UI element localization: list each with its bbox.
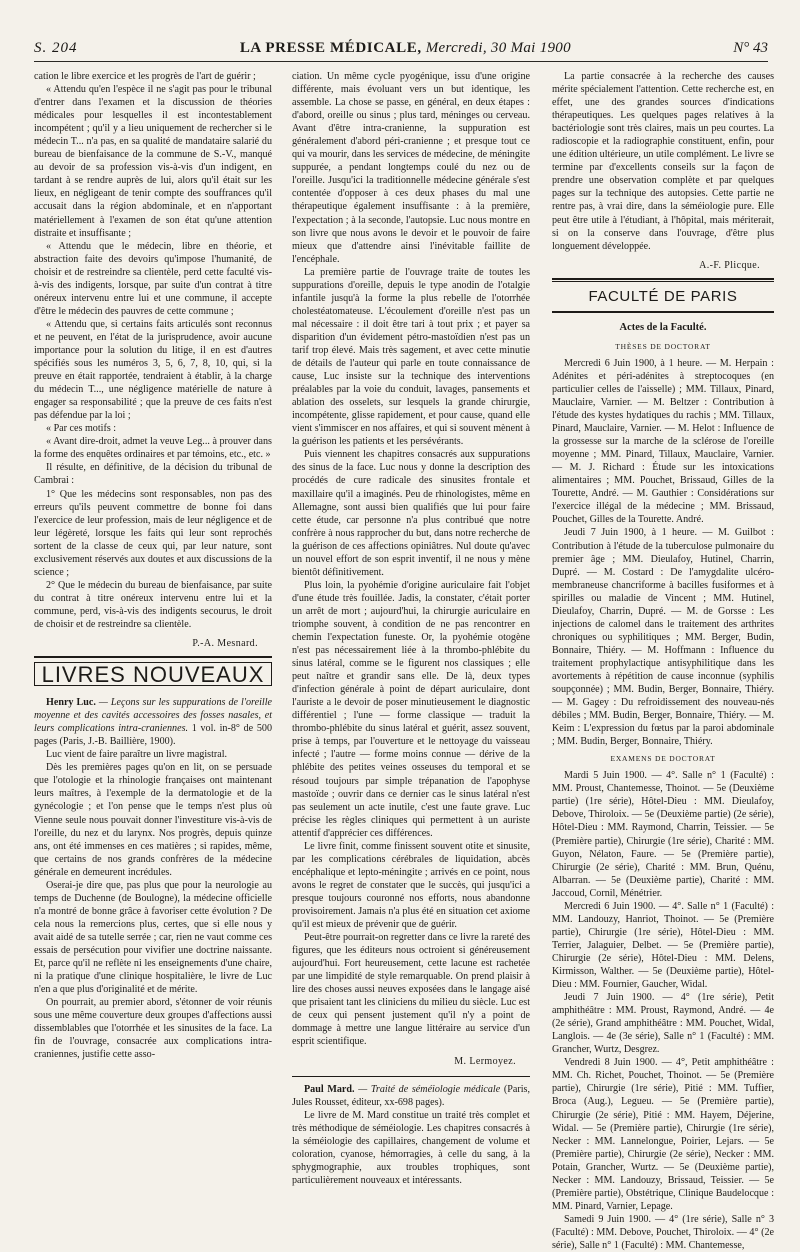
book-details: 1 vol. in-8° de 500 pages (Paris, J.-B. Baillière, 1900). (34, 723, 272, 748)
paragraph: 1° Que les médecins sont responsables, non pas des erreurs qu'ils peuvent commettre de bonne foi dans l'exercice de leur profession, mais de leur négligence et de leur légèreté, lorsque les faits qui leur sont reprochés sortent de la classe de ceux qui, par leur nature, sont exclusivement réservés aux doutes et aux discussions de la science ; (34, 488, 272, 578)
paragraph: cation le libre exercice et les progrès de l'art de guérir ; (34, 71, 256, 82)
acts-title: Actes de la Faculté. (619, 321, 707, 333)
paragraph: Oserai-je dire que, pas plus que pour la neurologie au temps de Duchenne (de Boulogne), la médecine officielle n'a montré de bonne grâce à favoriser cette évolution ? De cela nous la remercions plus, certes, que si elle nous y avait aidé de sa tutelle serrée ; car, rien ne vaut comme ces essais de persécution pour vivifier une doctrine naissante. Et, parce qu'il ne reflète ni les enseignements d'une chaire, ni la pratique d'une clinique hospitalière, le livre de Luc n'en a que plus d'originalité et de mérite. (34, 879, 272, 996)
column-middle (292, 70, 530, 1186)
divider (552, 278, 774, 280)
page-number: S. 204 (34, 40, 78, 56)
theses-title: THÈSES DE DOCTORAT (615, 341, 711, 351)
paragraph: « Avant dire-droit, admet la veuve Leg... à prouver dans la forme des enquêtes ordinaires et par témoins, etc., etc. » (34, 436, 272, 461)
paragraph: Jeudi 7 Juin 1900, à 1 heure. — M. Guilbot : Contribution à l'étude de la tuberculose pulmonaire du premier âge ; MM. Dieulafoy, Hutinel, Charrin, Dupré. — M. Costard : De l'amygdalite ulcéro-membraneuse chancriforme à bacilles fusiformes et à spirilles ou maladie de Vincent ; MM. Hutinel, Dieulafoy, Charrin, Dupré. — M. de Gorsse : Les injections de calomel dans le traitement des arthrites chroniques ou syphilitiques ; MM. Berger, Budin, Bonnaire, Thiéry. — M. Hoffmann : Influence du traitement prophylactique antisyphilitique dans les avortements à répétition de cause inconnue (syphilis soupçonnée) ; MM. Budin, Berger, Bonnaire, Thiéry. — M. Gagey : Du refroidissement des nouveau-nés débiles ; MM. Budin, Berger, Bonnaire, Thiéry. — M. Keim : L'expression du fœtus par la paroi abdominale ; MM. Budin, Berger, Bonnaire, Thiéry. (552, 527, 774, 748)
paragraph: Le livre de M. Mard constitue un traité très complet et très méthodique de séméiologie. Les chapitres consacrés à la séméiologie des capillaires, changement de volume et coloration, cyanose, hémorragies, à celle du sang, à la sphygmographie, aux troubles trophiques, sont particulièrement nouveaux et intéressants. (292, 1109, 530, 1186)
paragraph: « Par ces motifs : (46, 423, 117, 435)
journal-title (240, 40, 571, 57)
paragraph: ciation. Un même cycle pyogénique, issu d'une origine différente, mais évoluant vers un but identique, les assemble. La chose se passe, en général, en deux étapes : d'abord, oreille ou sinus ; plus tard, méninges ou cerveau. Avant d'être intra-cranienne, la suppuration est généralement d'abord péri-cranienne ; et presque tout ce qui va mourir, dans les services de médecine, de méningite suppurée, a pendant longtemps coulé du nez ou de l'oreille. Jusqu'ici la traditionnelle médecine générale s'est contentée d'opposer à ces deux phases du mal une thérapeutique également insuffisante : à la première, l'expectation ; à la seconde, l'autopsie. Luc nous montre en son livre que nous avons le devoir et le pouvoir de faire mieux que d'attendre ainsi l'inévitable faillite de l'encéphale. (292, 71, 530, 265)
issue-number: N° 43 (733, 40, 768, 56)
divider (34, 656, 272, 658)
paragraph: « Attendu qu'en l'espèce il ne s'agit pas pour le tribunal d'entrer dans l'examen et la discussion de théories médicales pour lesquelles il est incontestablement incompétent ; qu'il y a lieu uniquement de rechercher si le médecin T... n'a pas, en sa qualité de mandataire salarié du bureau de bienfaisance de la commune de S.-V., manqué au devoir de sa profession vis-à-vis d'un indigent, en tardant à se rendre auprès de lui, alors qu'il était sur les lieux, en négligeant de tenir compte des souffrances qu'il accusait dans la région abdominale, et en n'apportant matériellement à l'examen de son état qu'une attention distraite et insuffisante ; (34, 84, 272, 239)
page-header (34, 38, 768, 62)
column-right (552, 70, 774, 1251)
paragraph: La première partie de l'ouvrage traite de toutes les suppurations d'oreille, depuis le type anodin de l'otalgie infantile jusqu'à la forme la plus rebelle de l'otorrhée cholestéatomateuse. L'écoulement d'oreille n'est pas un mal nécessaire : il doit être tari à tout prix ; et payer sa disparition d'un évidement pétro-mastoïdien n'est pas un tarif trop élevé. Mais très sagement, et avec cette minutie de détails de l'auteur qui parle en toute connaissance de cause, Luc insiste sur la technique des interventions préalables par la voie du conduit, lavages, pansements et ablation des osselets, sur lesquels la grande chirurgie, incompétente, glisse rapidement, et pour cause, quand elle vient s'immiscer en nos affaires, et qui si souvent mènent à la guérison les patients et les persévérants. (292, 266, 530, 448)
book-author: Paul Mard. (304, 1083, 355, 1095)
paragraph: Puis viennent les chapitres consacrés aux suppurations des sinus de la face. Luc nous y donne la description des procédés de cure radicale des sinusites frontale et maxillaire qu'il a imaginés. Peu de rhinologistes, même en Allemagne, sont aussi bien qualifiés que lui pour faire cette étude, car personne n'a plus contribué que notre confrère à nous rapprocher du but, dans notre recherche de la guérison de ces affections opiniâtres. Nul doute qu'avec un nouvel effort de son esprit inventif, il ne nous y mène bientôt définitivement. (292, 449, 530, 578)
paragraph: Luc vient de faire paraître un livre magistral. (46, 749, 228, 761)
signature-mesnard: P.-A. Mesnard. (192, 638, 258, 650)
exams-title: EXAMENS DE DOCTORAT (610, 754, 716, 764)
signature-lermoyez: M. Lermoyez. (454, 1055, 516, 1067)
paragraph: Plus loin, la pyohémie d'origine auriculaire fait l'objet d'une étude très fouillée. Jadis, la constater, c'était porter un arrêt de mort ; aujourd'hui, la chirurgie auriculaire en triomphe souvent, à condition de ne pas rencontrer en chemin l'expectation funeste. Or, la pyohémie otogène n'est pas nécessairement liée à la thrombo-phlébite du sinus latéral, comme se le figurent nos classiques ; elle peut naître et grandir sans elle. De là, deux types d'infection générale à point de départ auriculaire, dont l'auriste a le devoir de poser minutieusement le diagnostic différentiel ; l'une — forme classique — traduit la thrombo-phlébite du sinus latéral et guérit, assez souvent, prise à temps, par l'ouverture et le nettoyage du vaisseau infecté ; l'autre — forme moins connue — dérive de la phlébite des petites veines osseuses du temporal et se résoud toujours par simple trépanation de l'apophyse mastoïde ; ouvrir dans ce dernier cas le sinus latéral n'est pas seulement un acte inutile, c'est une faute grave. Luc précise les règles cliniques qui permettent à un auriste attentif d'apprécier ces différences. (292, 579, 530, 839)
book-details: (Paris, Jules Rousset, éditeur, xx-698 pages). (292, 1083, 530, 1108)
paragraph: Jeudi 7 Juin 1900. — 4° (1re série), Petit amphithéâtre : MM. Proust, Raymond, André. — 4e (2e série), Grand amphithéâtre : MM. Pouchet, Widal, Langlois. — 4e (3e série), Salle n° 1 (Faculté) : MM. Grancher, Wurtz, Desgrez. (552, 992, 774, 1056)
book-heading-mard (292, 1083, 530, 1109)
paragraph: « Attendu que le médecin, libre en théorie, et abstraction faite des devoirs qu'impose l'humanité, de choisir et de restreindre sa clientèle, perd cette faculté vis-à-vis des indigents, lorsque, par suite d'un contrat à titre onéreux intervenu entre lui et une commune, il accepte d'être le médecin des pauvres de cette commune ; (34, 240, 272, 317)
column-left (34, 70, 272, 1125)
paragraph: 2° Que le médecin du bureau de bienfaisance, par suite du contrat à titre onéreux intervenu entre lui et la commune, perd, vis-à-vis des indigents secourus, le droit de choisir et de restreindre sa clientèle. (34, 579, 272, 630)
section-title-faculte: FACULTÉ DE PARIS (552, 290, 774, 313)
paragraph: Peut-être pourrait-on regretter dans ce livre la rareté des figures, que les éditeurs nous octroient si généreusement aujourd'hui. Fort heureusement, cette lacune est rachetée par une limpidité de style remarquable. On prend plaisir à lire des choses aussi neuves exposées dans le langage aisé que prisaient tant les cliniciens du milieu du siècle. Luc est de ceux qui pensent justement qu'il n'y a point de dommage à mettre une langue littéraire au service d'un esprit scientifique. (292, 932, 530, 1048)
divider (552, 281, 774, 282)
issue-date: Mercredi, 30 Mai 1900 (425, 40, 571, 56)
section-title-livres-nouveaux: LIVRES NOUVEAUX (34, 662, 272, 686)
paragraph: Vendredi 8 Juin 1900. — 4°, Petit amphithéâtre : MM. Ch. Richet, Pouchet, Thoinot. — 5e (Première partie), Chirurgie (1re série), Pitié : MM. Tuffier, Broca (Aug.), Legueu. — 5e (Première partie), Chirurgie (2e série), Pitié : MM. Hayem, Déjerine, Widal. — 5e (Première partie), Chirurgie (1re série), Necker : MM. Lannelongue, Poirier, Lejars. — 5e (Première partie), Chirurgie (2e série), Necker : MM. Potain, Grancher, Wurtz. — 5e (Deuxième partie), Necker : MM. Landouzy, Brissaud, Teissier. — 5e (Première partie), Obstétrique, Clinique Baudelocque : MM. Pinard, Varnier, Lepage. (552, 1057, 774, 1212)
paragraph: Il résulte, en définitive, de la décision du tribunal de Cambrai : (34, 462, 272, 487)
paragraph: La partie consacrée à la recherche des causes mérite spécialement l'attention. Cette recherche est, en effet, une des grandes sources d'indications thérapeutiques. Les quelques pages relatives à la bactériologie sont très claires, mais un peu courtes. La radioscopie et la radiographie constituent, enfin, pour une édition ultérieure, un utile complément. Le livre se termine par d'excellents conseils sur la façon de prendre une observation complète et par quelques pages sur la technique des autopsies. Cette partie ne rentre pas, à vrai dire, dans la séméiologie pure. Elle peut être utile à l'étudiant, à l'hôpital, mais mériterait, si on la conserve dans l'ouvrage, d'être plus longuement développée. (552, 71, 774, 252)
divider (292, 1076, 530, 1077)
paragraph: Dès les premières pages qu'on en lit, on se persuade que l'otologie et la rhinologie françaises ont maintenant leurs maîtres, à l'exemple de la dermatologie et de la gynécologie ; et l'on pense que le temps n'est plus où Vienne seule nous pouvait donner l'investiture vis-à-vis de l'oreille, du nez et du larynx. Nos progrès, depuis quinze ans, ont été immenses en ces matières ; si rapides, même, que certains de nos grands confrères de la médecine générale en demeurent incrédules. (34, 762, 272, 878)
journal-name: LA PRESSE MÉDICALE, (239, 40, 422, 56)
paragraph: Mercredi 6 Juin 1900. — 4°. Salle n° 1 (Faculté) : MM. Landouzy, Hanriot, Thoinot. — 5e (Première partie), Chirurgie (1re série), Hôtel-Dieu : MM. Terrier, Jalaguier, Delbet. — 5e (Première partie), Chirurgie (2e série), Hôtel-Dieu : MM. Delens, Kirmisson, Walther. — 5e (Deuxième partie), Hôtel-Dieu : MM. Fournier, Gaucher, Widal. (552, 900, 774, 991)
paragraph: On pourrait, au premier abord, s'étonner de voir réunis sous une même couverture deux groupes d'affections aussi dissemblables que l'otorrhée et les sinusites de la face. La fin de l'ouvrage, consacrée aux complications intra-craniennes, justifie cette asso- (34, 997, 272, 1061)
paragraph: Mercredi 6 Juin 1900, à 1 heure. — M. Herpain : Adénites et péri-adénites à streptocoques (en particulier celles de l'aisselle) ; MM. Tillaux, Pinard, Mauclaire, Varnier. — M. Beltzer : Contribution à l'étude des kystes hydatiques du rachis ; MM. Tillaux, Pinard, Mauclaire, Varnier. — M. Helot : Influence de la grossesse sur la marche de la sclérose de l'oreille moyenne ; MM. Pinard, Tillaux, Mauclaire, Varnier. — M. J. Richard : Étude sur les intoxications alimentaires ; MM. Pouchet, Brissaud, Gilles de la Tourette, André. — M. Gauthier : Considérations sur l'exercice illégal de la médecine ; MM. Brissaud, Pouchet, Gilles de la Tourette. André. (552, 357, 774, 526)
book-title: — Leçons sur les suppurations de l'oreille moyenne et des cavités accessoires des fosses nasales, et leurs complications intra-craniennes. (34, 697, 272, 735)
paragraph: « Attendu que, si certains faits articulés sont reconnus et ne peuvent, en l'état de la jurisprudence, avoir aucune importance pour la solution du litige, il en est d'autres spécifiés sous les numéros 3, 5, 6, 7, 8, 10, qui, si la preuve en était rapportée, tendraient à établir, à la charge du médecin T..., une négligence matérielle de nature à engager sa responsabilité ; que la preuve de ces faits n'est pas défendue par la loi ; (34, 318, 272, 422)
book-author: Henry Luc. (46, 697, 96, 709)
paragraph: Le livre finit, comme finissent souvent otite et sinusite, par les complications cérébrales de liquidation, abcès encéphalique et lepto-méningite ; arrivés en ce point, nous avons le regret de constater que le succès, qui jusqu'ici a presque toujours couronné nos efforts, nous abandonne provisoirement. Jamais n'a plus été en situation cet axiome qu'il est mieux de prévenir que de guérir. (292, 840, 530, 931)
book-title: — Traité de séméiologie médicale (358, 1083, 501, 1095)
paragraph: Samedi 9 Juin 1900. — 4° (1re série), Salle n° 3 (Faculté) : MM. Debove, Pouchet, Thiroloix. — 4° (2e série), Salle n° 1 (Faculté) : MM. Chantemesse, (552, 1213, 774, 1251)
signature-plicque: A.-F. Plicque. (699, 259, 760, 271)
paragraph: Mardi 5 Juin 1900. — 4°. Salle n° 1 (Faculté) : MM. Proust, Chantemesse, Thoinot. — 5e (Deuxième partie) (1re série), Hôtel-Dieu : MM. Dieulafoy, Debove, Thiroloix. — 5e (Deuxième partie) (2e série), Hôtel-Dieu : MM. Raymond, Charrin, Teissier. — 5e (Première partie), Chirurgie (1re série), Charité : MM. Guyon, Nélaton, Faure. — 5e (Première partie), Chirurgie (2e série), Charité : MM. Brun, Quénu, Albarran. — 5e (Deuxième partie), Charité : MM. Jaccoud, Cornil, Ménétrier. (552, 770, 774, 899)
book-heading-luc (34, 696, 272, 748)
